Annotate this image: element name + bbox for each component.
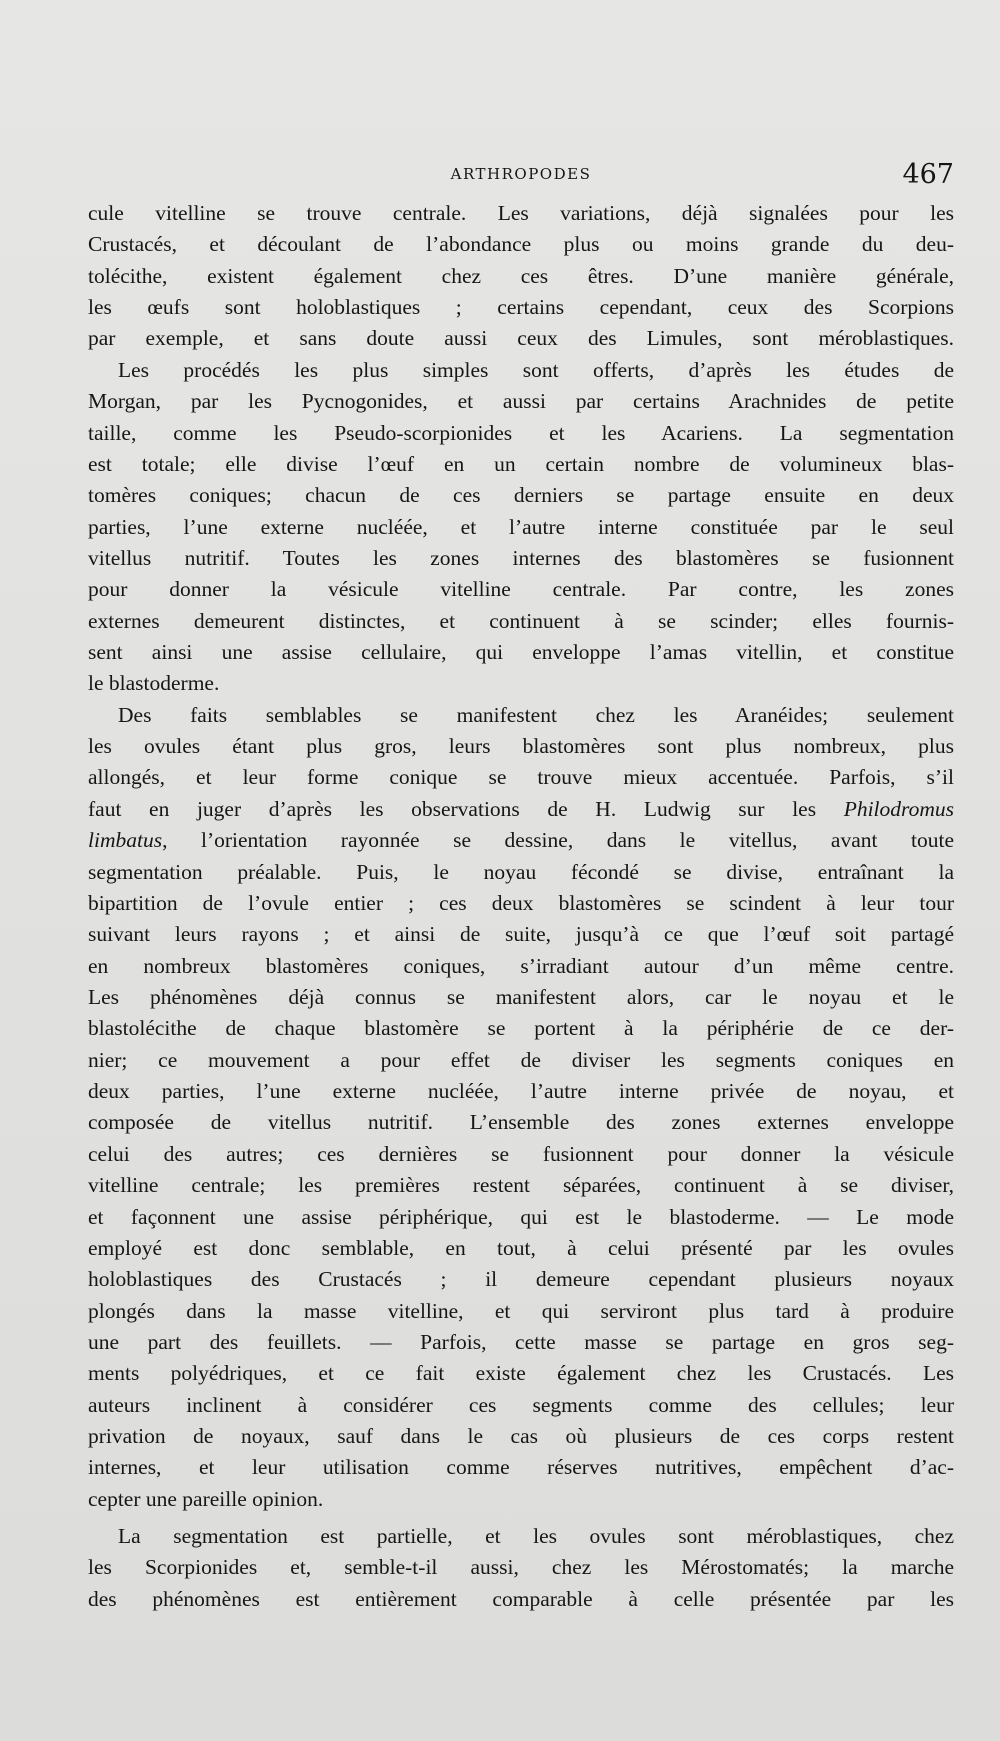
text-line: les œufs sont holoblastiques ; certains cependant, ceux des Scorpions xyxy=(88,295,954,320)
text-line: internes, et leur utilisation comme réserves nutritives, empêchent d’ac- xyxy=(88,1455,954,1480)
text-line: ments polyédriques, et ce fait existe également chez les Crustacés. Les xyxy=(88,1361,954,1386)
text-line: en nombreux blastomères coniques, s’irradiant autour d’un même centre. xyxy=(88,953,954,978)
text-line: vitellus nutritif. Toutes les zones internes des blastomères se fusionnent xyxy=(88,545,954,570)
text-line-mixed xyxy=(88,825,954,856)
text-line: Morgan, par les Pycnogonides, et aussi par certains Arachnides de petite xyxy=(88,389,954,414)
text-segment: , l’orientation rayonnée se dessine, dans le vitellus, avant toute xyxy=(162,828,954,853)
text-line: vitelline centrale; les premières restent séparées, continuent à se diviser, xyxy=(88,1173,954,1198)
text-line: par exemple, et sans doute aussi ceux des Limules, sont méroblastiques. xyxy=(88,326,954,351)
text-line: nier; ce mouvement a pour effet de diviser les segments coniques en xyxy=(88,1047,954,1072)
text-line: externes demeurent distinctes, et continuent à se scinder; elles fournis- xyxy=(88,608,954,633)
text-line: les Scorpionides et, semble-t-il aussi, chez les Mérostomatés; la marche xyxy=(88,1555,954,1580)
body-text xyxy=(88,198,954,1615)
text-line: blastolécithe de chaque blastomère se portent à la périphérie de ce der- xyxy=(88,1016,954,1041)
text-line: Crustacés, et découlant de l’abondance plus ou moins grande du deu- xyxy=(88,232,954,257)
text-line: allongés, et leur forme conique se trouve mieux accentuée. Parfois, s’il xyxy=(88,765,954,790)
text-line: des phénomènes est entièrement comparable à celle présentée par les xyxy=(88,1586,954,1611)
text-line: cule vitelline se trouve centrale. Les variations, déjà signalées pour les xyxy=(88,201,954,225)
text-line: Les phénomènes déjà connus se manifestent alors, car le noyau et le xyxy=(88,984,954,1009)
text-line: le blastoderme. xyxy=(88,671,220,696)
text-line: La segmentation est partielle, et les ovules sont méroblastiques, chez xyxy=(118,1524,954,1549)
text-line: est totale; elle divise l’œuf en un certain nombre de volumineux blas- xyxy=(88,451,954,476)
text-line: taille, comme les Pseudo-scorpionides et les Acariens. La segmentation xyxy=(88,420,954,445)
text-line: parties, l’une externe nucléée, et l’autre interne constituée par le seul xyxy=(88,514,954,539)
species-name: limbatus xyxy=(88,828,163,853)
text-line: cepter une pareille opinion. xyxy=(88,1486,324,1511)
text-line: bipartition de l’ovule entier ; ces deux blastomères se scindent à leur tour xyxy=(88,890,954,915)
text-line: Les procédés les plus simples sont offerts, d’après les études de xyxy=(118,357,954,382)
text-segment: faut en juger d’après les observations de H. Ludwig sur les xyxy=(88,796,844,821)
text-line: tomères coniques; chacun de ces derniers se partage ensuite en deux xyxy=(88,483,954,508)
text-line: tolécithe, existent également chez ces êtres. D’une manière générale, xyxy=(88,263,954,288)
text-line: et façonnent une assise périphérique, qui est le blastoderme. — Le mode xyxy=(88,1204,954,1229)
text-line: pour donner la vésicule vitelline centrale. Par contre, les zones xyxy=(88,577,954,602)
text-line-mixed xyxy=(88,794,954,825)
text-line: sent ainsi une assise cellulaire, qui enveloppe l’amas vitellin, et constitue xyxy=(88,640,954,665)
text-line: employé est donc semblable, en tout, à celui présenté par les ovules xyxy=(88,1235,954,1260)
text-line: les ovules étant plus gros, leurs blastomères sont plus nombreux, plus xyxy=(88,734,954,759)
text-line: auteurs inclinent à considérer ces segments comme des cellules; leur xyxy=(88,1392,954,1417)
species-name: Philodromus xyxy=(843,796,954,821)
text-line: plongés dans la masse vitelline, et qui serviront plus tard à produire xyxy=(88,1298,954,1323)
text-line: composée de vitellus nutritif. L’ensemble des zones externes enveloppe xyxy=(88,1110,954,1135)
text-line: holoblastiques des Crustacés ; il demeure cependant plusieurs noyaux xyxy=(88,1267,954,1292)
running-head xyxy=(88,159,954,193)
text-line: privation de noyaux, sauf dans le cas où plusieurs de ces corps restent xyxy=(88,1424,954,1449)
text-line: une part des feuillets. — Parfois, cette masse se partage en gros seg- xyxy=(88,1329,954,1354)
text-line: segmentation préalable. Puis, le noyau fécondé se divise, entraînant la xyxy=(88,859,954,884)
page-number: 467 xyxy=(902,159,954,190)
text-line: suivant leurs rayons ; et ainsi de suite, jusqu’à ce que l’œuf soit partagé xyxy=(88,922,954,947)
running-title: ARTHROPODES xyxy=(450,165,592,183)
text-line: deux parties, l’une externe nucléée, l’autre interne privée de noyau, et xyxy=(88,1079,954,1104)
text-line: celui des autres; ces dernières se fusionnent pour donner la vésicule xyxy=(88,1141,954,1166)
text-line: Des faits semblables se manifestent chez les Aranéides; seulement xyxy=(118,702,954,727)
